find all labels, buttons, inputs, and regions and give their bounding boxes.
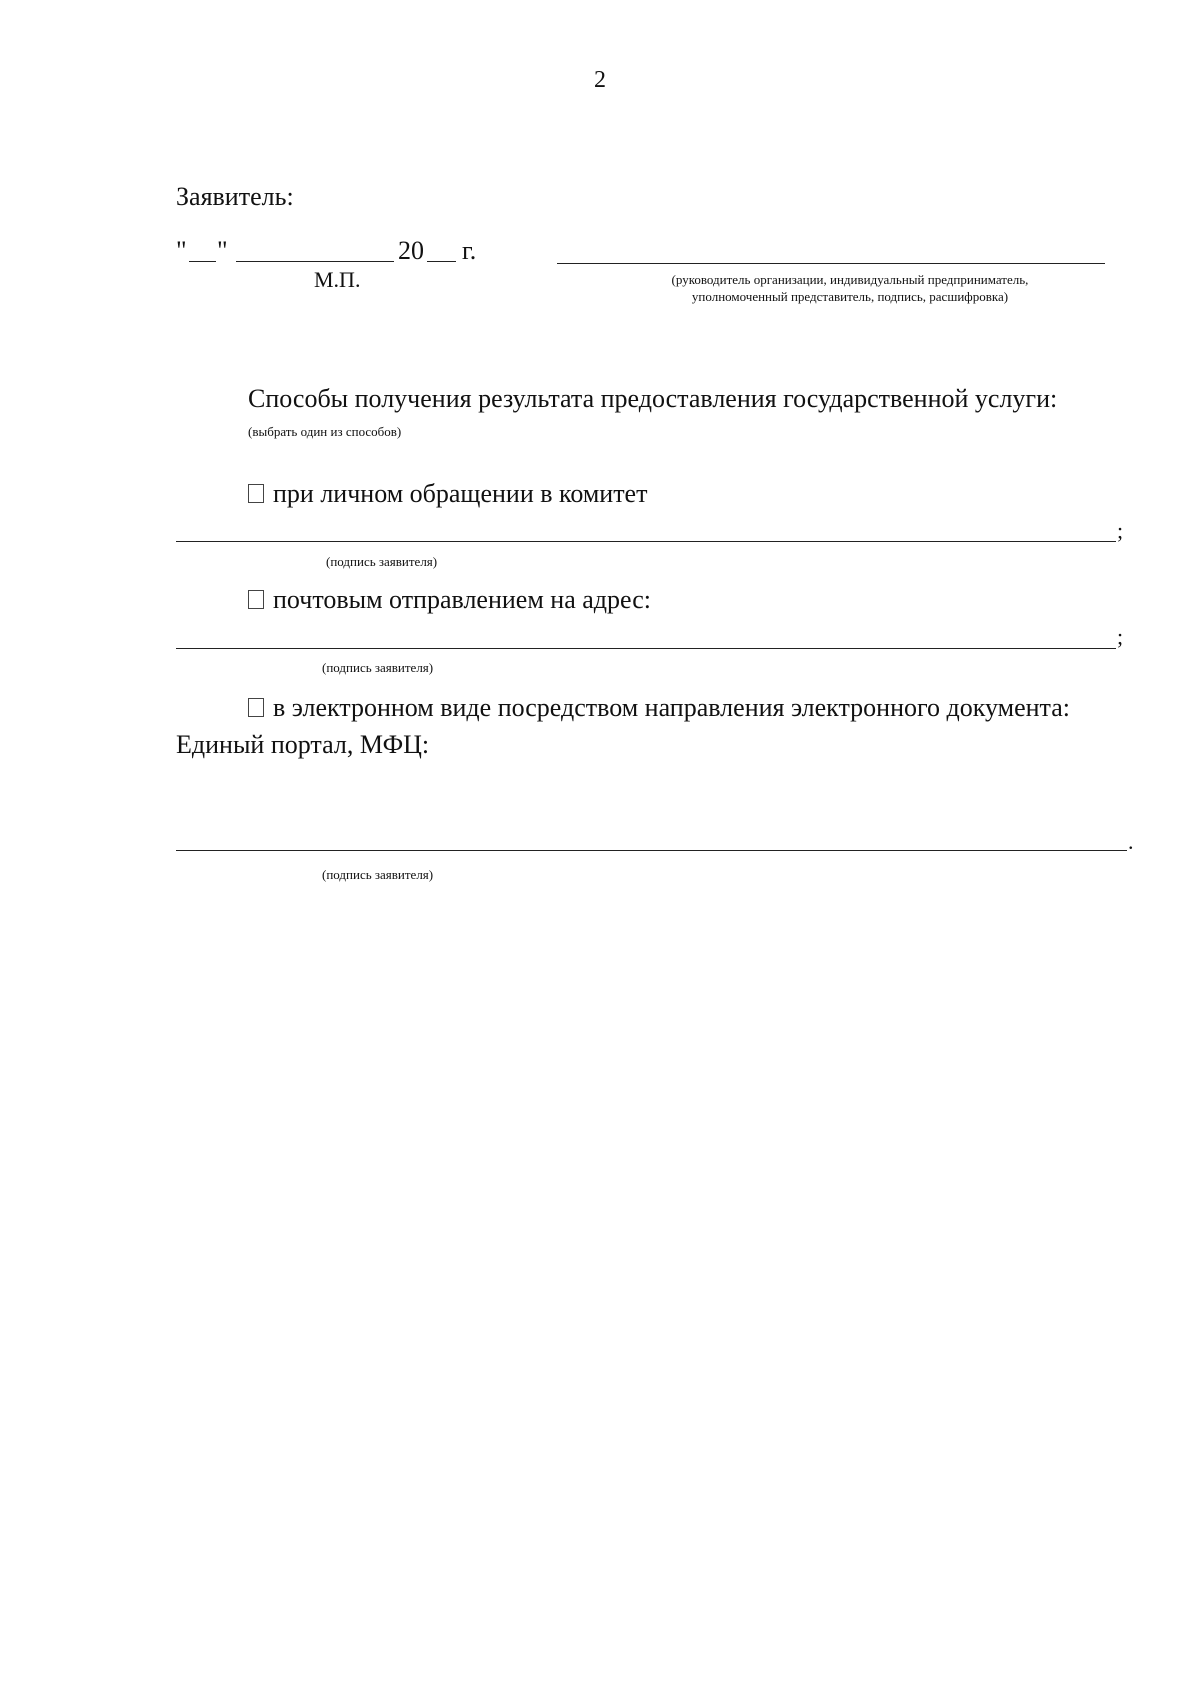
- date-month-blank[interactable]: [236, 261, 394, 262]
- electronic-signature-line[interactable]: [176, 850, 1127, 851]
- option-electronic[interactable]: [248, 693, 1070, 723]
- signature-caption: (руководитель организации, индивидуальный предприниматель, уполномоченный представитель, подпись, расшифровка): [671, 272, 1029, 304]
- date-day-blank[interactable]: [189, 261, 216, 262]
- option-postal[interactable]: [248, 585, 651, 615]
- option-electronic-label: в электронном виде посредством направления электронного документа:: [273, 693, 1070, 722]
- date-year-suffix: г.: [462, 236, 477, 265]
- option-in-person-label: при личном обращении в комитет: [273, 479, 648, 508]
- checkbox-electronic[interactable]: [248, 698, 264, 717]
- applicant-label: Заявитель:: [176, 182, 294, 211]
- in-person-signature-caption: (подпись заявителя): [326, 554, 438, 569]
- option-postal-label: почтовым отправлением на адрес:: [273, 585, 651, 614]
- postal-line-end: ;: [1117, 624, 1124, 649]
- date-open-quote: ": [176, 236, 187, 265]
- option-electronic-continued: Единый портал, МФЦ:: [176, 730, 430, 759]
- delivery-section-title: Способы получения результата предоставления государственной услуги:: [248, 384, 1058, 413]
- checkbox-in-person[interactable]: [248, 484, 264, 503]
- stamp-label: М.П.: [314, 267, 361, 292]
- option-in-person[interactable]: [248, 479, 647, 509]
- date-close-quote: ": [217, 236, 228, 265]
- date-year-blank[interactable]: [427, 261, 456, 262]
- checkbox-postal[interactable]: [248, 590, 264, 609]
- in-person-line-end: ;: [1117, 518, 1124, 543]
- in-person-signature-line[interactable]: [176, 541, 1116, 542]
- postal-signature-caption: (подпись заявителя): [322, 660, 434, 675]
- page-number: 2: [594, 67, 606, 93]
- electronic-signature-caption: (подпись заявителя): [322, 867, 434, 882]
- applicant-signature-line[interactable]: [557, 263, 1105, 264]
- postal-address-line[interactable]: [176, 648, 1116, 649]
- electronic-line-end: .: [1128, 829, 1134, 854]
- delivery-section-note: (выбрать один из способов): [248, 424, 402, 439]
- date-year-prefix: 20: [398, 236, 424, 265]
